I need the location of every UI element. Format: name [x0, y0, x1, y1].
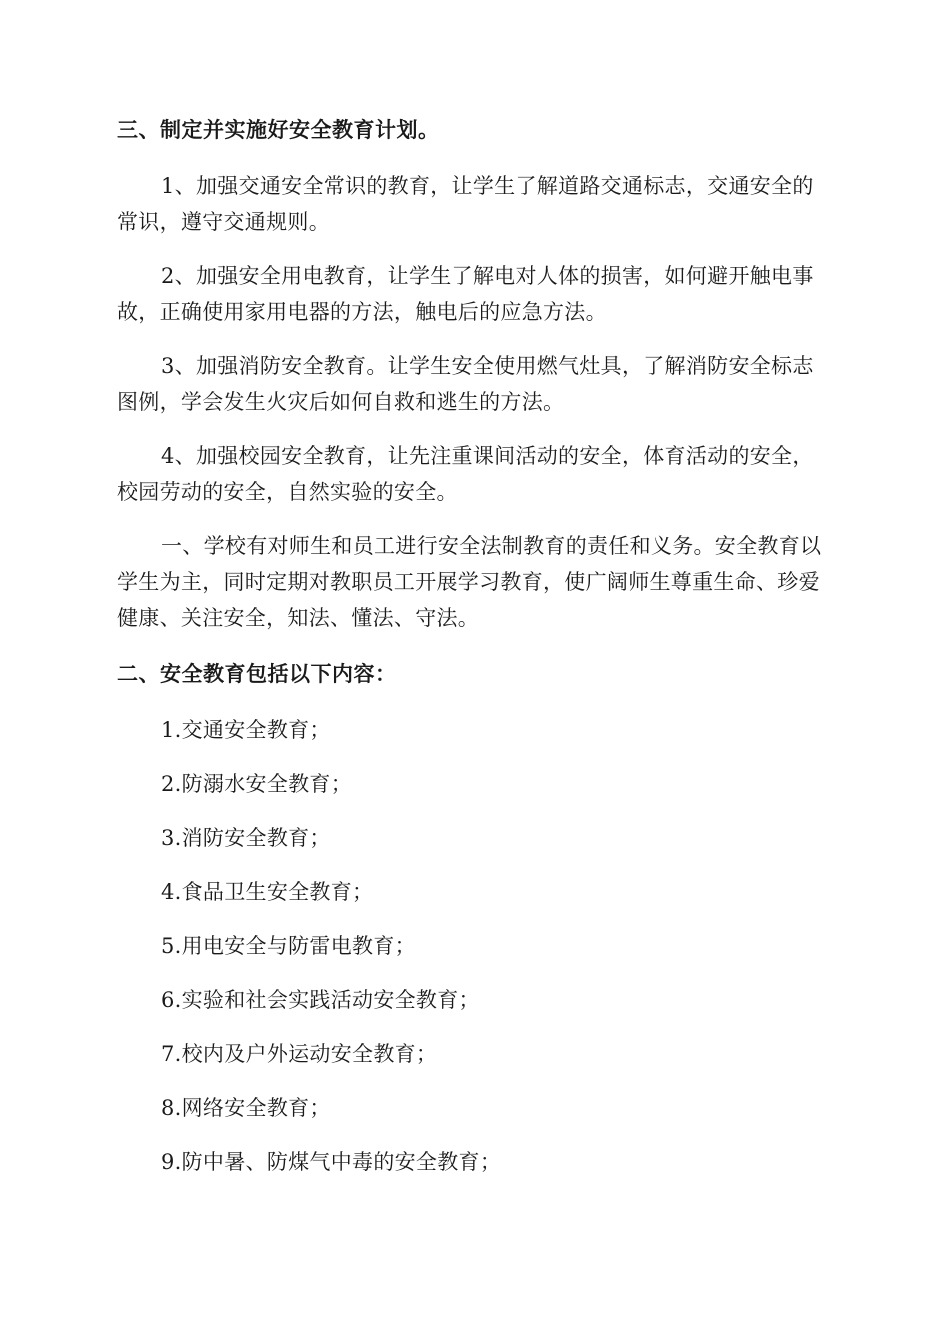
list-item: 7.校内及户外运动安全教育；	[161, 1042, 438, 1066]
content-list	[117, 712, 832, 1180]
list-item: 6.实验和社会实践活动安全教育；	[161, 988, 480, 1012]
paragraph-electricity: 2、加强安全用电教育，让学生了解电对人体的损害，如何避开触电事故，正确使用家用电器的方法，触电后的应急方法。	[117, 264, 814, 324]
section-heading-plan: 三、制定并实施好安全教育计划。	[117, 118, 440, 142]
paragraph-traffic: 1、加强交通安全常识的教育，让学生了解道路交通标志，交通安全的常识，遵守交通规则。	[117, 174, 814, 234]
list-item: 9.防中暑、防煤气中毒的安全教育；	[161, 1150, 502, 1174]
list-item: 5.用电安全与防雷电教育；	[161, 934, 416, 958]
paragraph-campus: 4、加强校园安全教育，让先注重课间活动的安全，体育活动的安全，校园劳动的安全，自然实验的安全。	[117, 444, 814, 504]
list-item: 3.消防安全教育；	[161, 826, 331, 850]
list-item: 2.防溺水安全教育；	[161, 772, 353, 796]
section-heading-contents: 二、安全教育包括以下内容：	[117, 662, 397, 686]
list-item: 4.食品卫生安全教育；	[161, 880, 374, 904]
paragraph-responsibility: 一、学校有对师生和员工进行安全法制教育的责任和义务。安全教育以学生为主，同时定期对教职员工开展学习教育，使广阔师生尊重生命、珍爱健康、关注安全，知法、懂法、守法。	[117, 534, 822, 630]
list-item: 8.网络安全教育；	[161, 1096, 331, 1120]
list-item: 1.交通安全教育；	[161, 718, 331, 742]
document-body	[117, 112, 832, 1198]
paragraph-fire: 3、加强消防安全教育。让学生安全使用燃气灶具，了解消防安全标志图例，学会发生火灾后如何自救和逃生的方法。	[117, 354, 814, 414]
